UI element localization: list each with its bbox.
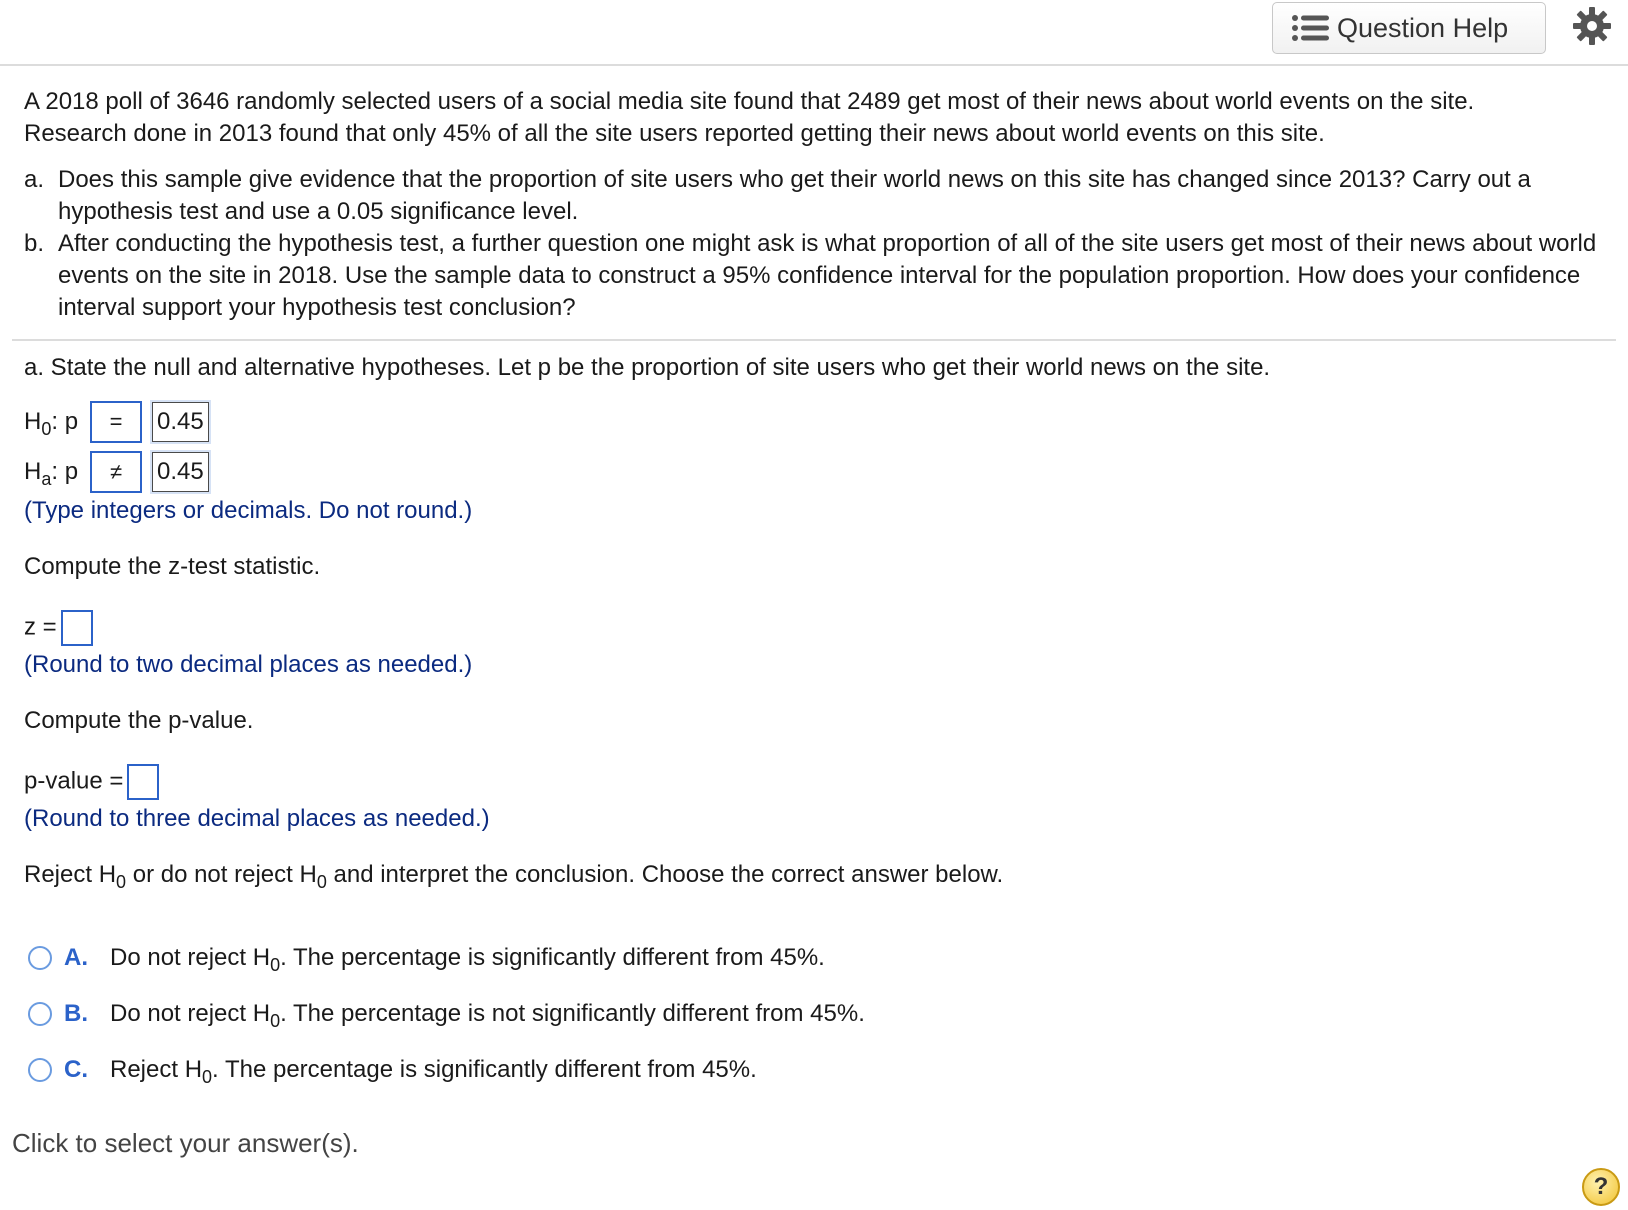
- choice-a-text: Do not reject $H_0$. The percentage is significantly different from 45%.: [110, 944, 825, 975]
- problem-intro: [24, 86, 1614, 150]
- choice-a-radio[interactable]: [28, 946, 52, 970]
- question-help-button[interactable]: [1272, 2, 1546, 54]
- z-row: [24, 610, 93, 646]
- choice-b-text: Do not reject $H_0$. The percentage is not significantly different from 45%.: [110, 1000, 865, 1031]
- choice-c[interactable]: [24, 1052, 757, 1088]
- alt-hypothesis-label: $H_a$: p: [24, 458, 79, 489]
- question-help-label: Question Help: [1337, 12, 1509, 43]
- choice-b-letter: B.: [64, 1000, 88, 1027]
- choice-a[interactable]: [24, 940, 825, 976]
- choice-a-letter: A.: [64, 944, 88, 971]
- help-icon[interactable]: ?: [1582, 1168, 1620, 1206]
- part-b: [24, 228, 1614, 324]
- z-input[interactable]: [61, 610, 93, 646]
- intro-line-1: A 2018 poll of 3646 randomly selected users of a social media site found that 2489 get most of their news about world events on the site.: [24, 88, 1475, 115]
- hypotheses-prompt: a. State the null and alternative hypotheses. Let p be the proportion of site users who get their world news on the site.: [24, 354, 1271, 381]
- p-hint: (Round to three decimal places as needed.): [24, 805, 490, 832]
- z-prompt: Compute the z-test statistic.: [24, 553, 321, 580]
- gear-icon[interactable]: [1572, 6, 1612, 46]
- z-hint: (Round to two decimal places as needed.): [24, 651, 473, 678]
- alt-operator-select[interactable]: ≠: [90, 451, 142, 493]
- problem-statement: [24, 86, 1614, 324]
- choice-c-text: Reject $H_0$. The percentage is significantly different from 45%.: [110, 1056, 757, 1087]
- null-hypothesis-row: [24, 400, 209, 444]
- choice-c-radio[interactable]: [28, 1058, 52, 1082]
- alt-value-field[interactable]: 0.45: [152, 452, 209, 492]
- problem-parts: [24, 164, 1614, 324]
- part-b-text: After conducting the hypothesis test, a further question one might ask is what proportion of all of the site users get most of their news about world events on the site in 2018. Use the sample data to construct a 95% confidence interval for the population proportion. How does your confidence interval support your hypothesis test conclusion?: [58, 230, 1597, 321]
- p-value-input[interactable]: [127, 764, 159, 800]
- alt-hypothesis-row: [24, 450, 209, 494]
- null-value-field[interactable]: 0.45: [152, 402, 209, 442]
- p-prompt: Compute the p-value.: [24, 707, 254, 734]
- choice-c-letter: C.: [64, 1056, 88, 1083]
- choice-b[interactable]: [24, 996, 865, 1032]
- top-bar: [0, 0, 1628, 66]
- part-b-letter: b.: [24, 230, 45, 257]
- p-label: p-value =: [24, 767, 124, 795]
- part-a-letter: a.: [24, 166, 45, 193]
- null-operator-select[interactable]: =: [90, 401, 142, 443]
- null-hypothesis-label: $H_0$: p: [24, 408, 79, 439]
- intro-line-2: Research done in 2013 found that only 45% of all the site users reported getting their news about world events on this site.: [24, 120, 1325, 147]
- choice-b-radio[interactable]: [28, 1002, 52, 1026]
- list-icon: [1291, 14, 1331, 42]
- hypotheses-hint: (Type integers or decimals. Do not round.): [24, 497, 473, 524]
- part-a: [24, 164, 1614, 228]
- z-label: z =: [24, 613, 57, 641]
- part-a-text: Does this sample give evidence that the proportion of site users who get their world news on this site has changed since 2013? Carry out a hypothesis test and use a 0.05 significance level.: [58, 166, 1531, 225]
- footer-status: Click to select your answer(s).: [12, 1128, 359, 1158]
- section-divider: [12, 339, 1616, 341]
- reject-prompt: Reject $H_0$ or do not reject $H_0$ and interpret the conclusion. Choose the correct answer below.: [24, 861, 1004, 892]
- p-row: [24, 764, 159, 800]
